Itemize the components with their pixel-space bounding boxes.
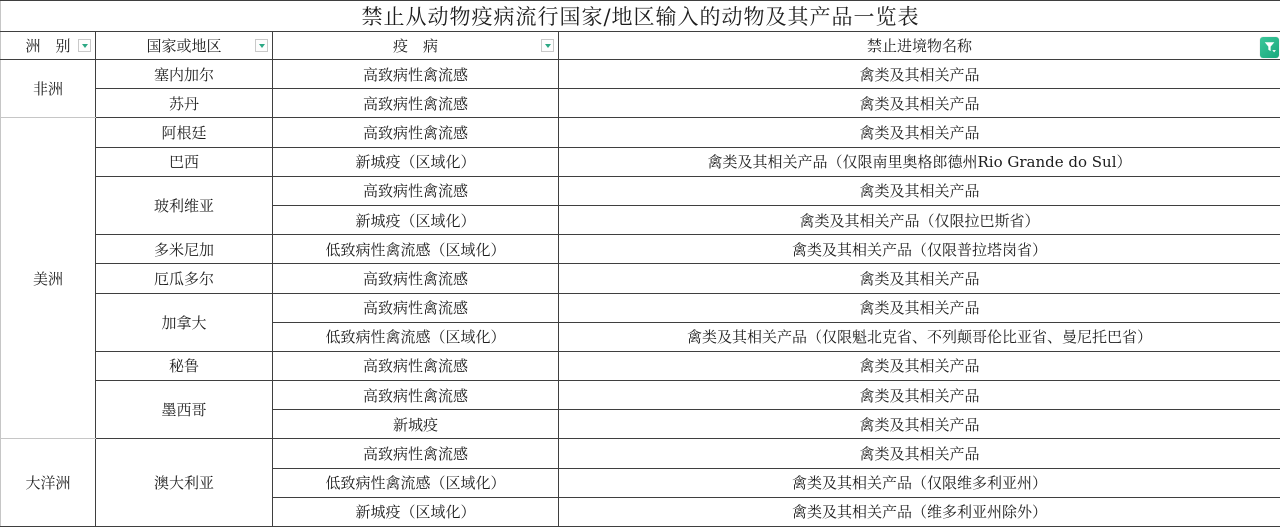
table-body — [1, 60, 1280, 527]
cell-disease[interactable]: 新城疫（区域化） — [273, 147, 559, 176]
filter-dropdown-continent[interactable] — [78, 39, 91, 52]
cell-product[interactable]: 禽类及其相关产品（仅限普拉塔岗省） — [559, 235, 1280, 264]
cell-country[interactable]: 秘鲁 — [96, 351, 273, 380]
filter-dropdown-disease[interactable] — [541, 39, 554, 52]
cell-product[interactable]: 禽类及其相关产品 — [559, 118, 1280, 147]
cell-country[interactable]: 澳大利亚 — [96, 439, 273, 527]
active-filter-button[interactable] — [1260, 37, 1279, 58]
cell-country[interactable]: 厄瓜多尔 — [96, 264, 273, 293]
chevron-down-icon — [82, 44, 88, 48]
cell-product[interactable]: 禽类及其相关产品 — [559, 60, 1280, 89]
cell-continent[interactable]: 大洋洲 — [1, 439, 96, 527]
cell-continent[interactable]: 美洲 — [1, 118, 96, 439]
cell-disease[interactable]: 高致病性禽流感 — [273, 176, 559, 205]
table-head — [1, 1, 1280, 60]
cell-product[interactable]: 禽类及其相关产品 — [559, 89, 1280, 118]
cell-disease[interactable]: 低致病性禽流感（区域化） — [273, 468, 559, 497]
cell-country[interactable]: 墨西哥 — [96, 381, 273, 439]
cell-product[interactable]: 禽类及其相关产品 — [559, 381, 1280, 410]
cell-product[interactable]: 禽类及其相关产品 — [559, 351, 1280, 380]
cell-country[interactable]: 加拿大 — [96, 293, 273, 351]
table-row — [1, 118, 1280, 147]
cell-disease[interactable]: 低致病性禽流感（区域化） — [273, 235, 559, 264]
cell-product[interactable]: 禽类及其相关产品 — [559, 410, 1280, 439]
cell-disease[interactable]: 高致病性禽流感 — [273, 89, 559, 118]
table-row — [1, 147, 1280, 176]
title-row — [1, 1, 1280, 32]
cell-country[interactable]: 阿根廷 — [96, 118, 273, 147]
header-row — [1, 32, 1280, 60]
table-row — [1, 235, 1280, 264]
cell-product[interactable]: 禽类及其相关产品 — [559, 439, 1280, 468]
cell-disease[interactable]: 高致病性禽流感 — [273, 381, 559, 410]
cell-product[interactable]: 禽类及其相关产品（仅限维多利亚州） — [559, 468, 1280, 497]
table-row — [1, 176, 1280, 205]
cell-disease[interactable]: 新城疫 — [273, 410, 559, 439]
cell-disease[interactable]: 低致病性禽流感（区域化） — [273, 322, 559, 351]
table-row — [1, 89, 1280, 118]
table-row — [1, 439, 1280, 468]
cell-product[interactable]: 禽类及其相关产品 — [559, 293, 1280, 322]
cell-disease[interactable]: 高致病性禽流感 — [273, 293, 559, 322]
cell-continent[interactable]: 非洲 — [1, 60, 96, 118]
table-row — [1, 60, 1280, 89]
cell-product[interactable]: 禽类及其相关产品（维多利亚州除外） — [559, 497, 1280, 526]
column-header-country — [96, 32, 273, 60]
filter-dropdown-country[interactable] — [255, 39, 268, 52]
cell-country[interactable]: 多米尼加 — [96, 235, 273, 264]
cell-country[interactable]: 巴西 — [96, 147, 273, 176]
cell-disease[interactable]: 高致病性禽流感 — [273, 60, 559, 89]
cell-disease[interactable]: 高致病性禽流感 — [273, 118, 559, 147]
chevron-down-icon — [545, 44, 551, 48]
cell-product[interactable]: 禽类及其相关产品（仅限拉巴斯省） — [559, 205, 1280, 234]
cell-disease[interactable]: 高致病性禽流感 — [273, 439, 559, 468]
cell-product[interactable]: 禽类及其相关产品（仅限魁北克省、不列颠哥伦比亚省、曼尼托巴省） — [559, 322, 1280, 351]
page-title: 禁止从动物疫病流行国家/地区输入的动物及其产品一览表 — [1, 1, 1280, 32]
cell-disease[interactable]: 高致病性禽流感 — [273, 264, 559, 293]
chevron-down-icon — [259, 44, 265, 48]
cell-product[interactable]: 禽类及其相关产品（仅限南里奥格郎德州Rio Grande do Sul） — [559, 147, 1280, 176]
funnel-icon — [1263, 40, 1277, 54]
cell-country[interactable]: 塞内加尔 — [96, 60, 273, 89]
table-row — [1, 293, 1280, 322]
cell-disease[interactable]: 新城疫（区域化） — [273, 497, 559, 526]
column-header-product — [559, 32, 1280, 60]
table-row — [1, 381, 1280, 410]
cell-disease[interactable]: 新城疫（区域化） — [273, 205, 559, 234]
cell-product[interactable]: 禽类及其相关产品 — [559, 264, 1280, 293]
column-header-continent — [1, 32, 96, 60]
column-header-disease-label: 疫 病 — [392, 37, 438, 55]
table-row — [1, 351, 1280, 380]
column-header-continent-label: 洲 别 — [25, 37, 71, 55]
cell-country[interactable]: 玻利维亚 — [96, 176, 273, 234]
cell-disease[interactable]: 高致病性禽流感 — [273, 351, 559, 380]
cell-country[interactable]: 苏丹 — [96, 89, 273, 118]
column-header-country-label: 国家或地区 — [146, 37, 222, 55]
column-header-product-label: 禁止进境物名称 — [867, 37, 973, 55]
table-row — [1, 264, 1280, 293]
column-header-disease — [273, 32, 559, 60]
cell-product[interactable]: 禽类及其相关产品 — [559, 176, 1280, 205]
